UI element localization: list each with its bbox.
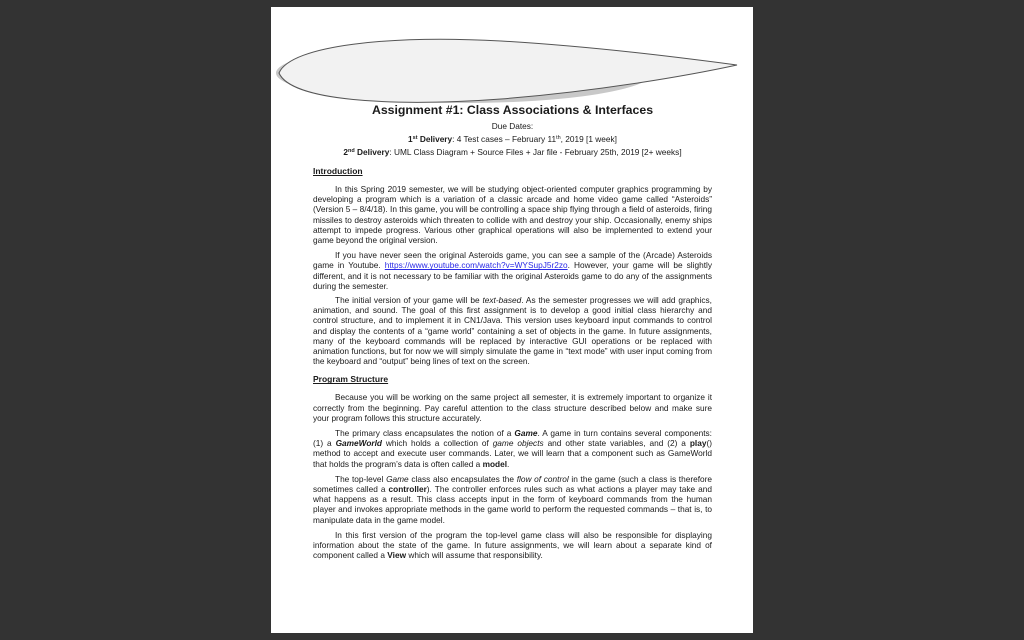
document-content xyxy=(313,103,712,561)
second-delivery xyxy=(313,145,712,158)
structure-p3-controller: controller xyxy=(388,484,427,495)
second-delivery-suffix: nd xyxy=(348,148,355,154)
intro-p3-a: The initial version of your game will be xyxy=(335,295,483,306)
structure-p3-game: Game xyxy=(386,473,409,484)
redaction-shape xyxy=(271,7,753,117)
first-delivery-date-suffix: th xyxy=(556,135,561,141)
structure-p2-play: play xyxy=(689,438,707,449)
structure-p2-b: . A game in turn contains several components: (1) a xyxy=(313,428,712,449)
structure-p3-flow: flow of control xyxy=(516,473,569,484)
intro-paragraph-2 xyxy=(313,250,712,291)
first-delivery-number: 1 xyxy=(408,134,413,144)
structure-p3-d: ). The controller enforces rules such as what actions a player may take and what happens as a result. This class accepts input in the form of keyboard commands from the human player and invokes appropriate methods in the game world to perform the requested commands – that is, to manipulate data in the game model. xyxy=(313,484,712,525)
structure-paragraph-3 xyxy=(313,474,712,525)
intro-paragraph-1: In this Spring 2019 semester, we will be studying object-oriented computer graphics programming by developing a program which is a variation of a classic arcade and home video game called “Asteroids” (Version 5 – 8/4/18). In this game, you will be controlling a space ship flying through a field of asteroids, firing missiles to destroy asteroids which threaten to collide with and destroy your ship. Occasionally, enemy ships attempt to impede progress. Various other graphical operations will also be implemented to extend your game beyond the original version. xyxy=(313,184,712,246)
structure-p2-a: The primary class encapsulates the notion of a xyxy=(335,428,515,439)
structure-p2-game: Game xyxy=(514,428,538,439)
structure-p2-c: which holds a collection of xyxy=(382,438,493,449)
first-delivery-text: : 4 Test cases – February 11 xyxy=(452,134,557,144)
structure-paragraph-2 xyxy=(313,428,712,469)
structure-p4-view: View xyxy=(387,550,407,561)
first-delivery xyxy=(313,132,712,145)
second-delivery-text: : UML Class Diagram + Source Files + Jar file - February 25th, 2019 [2+ weeks] xyxy=(389,147,682,157)
due-dates-label: Due Dates: xyxy=(491,121,534,131)
second-delivery-number: 2 xyxy=(343,147,348,157)
program-structure-heading: Program Structure xyxy=(313,374,389,385)
structure-paragraph-1: Because you will be working on the same project all semester, it is extremely important to organize it correctly from the beginning. Pay careful attention to the class structure described below and make sure your program follows this structure accurately. xyxy=(313,392,712,423)
intro-p2-before: If you have never seen the original Asteroids game, you can see a sample of the (Arcade) Asteroids game in Youtube. xyxy=(313,250,712,271)
intro-paragraph-3 xyxy=(313,295,712,366)
intro-p3-b: . As the semester progresses we will add graphics, animation, and sound. The goal of this first assignment is to develop a good initial class hierarchy and control structure, and to implement it in CN1/Java. This version uses keyboard input commands to control and display the contents of a “game world” containing a set of objects in the game. In future assignments, many of the keyboard commands will be replaced by interactive GUI operations or be replaced with animation functions, but for now we will simply simulate the game in “text mode” with user input coming from the keyboard and “output” being lines of text on the screen. xyxy=(313,295,712,367)
structure-paragraph-4 xyxy=(313,530,712,561)
introduction-heading: Introduction xyxy=(313,166,363,176)
structure-p4-b: which will assume that responsibility. xyxy=(406,550,543,561)
structure-p3-c: in the game (such a class is therefore sometimes called a xyxy=(313,473,713,495)
structure-p2-model: model xyxy=(482,458,508,469)
assignment-title: Assignment #1: Class Associations & Interfaces xyxy=(371,103,654,117)
document-page xyxy=(271,7,753,633)
structure-p2-objects: game objects xyxy=(492,438,544,449)
second-delivery-label: Delivery xyxy=(357,147,390,157)
structure-p4-a: In this first version of the program the top-level game class will also be responsible for displaying information about the state of the game. In future assignments, we will learn about a separate kind of component called a xyxy=(313,529,712,561)
youtube-link[interactable]: https://www.youtube.com/watch?v=WYSupJ5r2zo xyxy=(384,260,568,271)
structure-p3-b: class also encapsulates the xyxy=(408,473,517,484)
first-delivery-label: Delivery xyxy=(419,134,453,144)
intro-p3-italic: text-based xyxy=(482,295,522,306)
first-delivery-rest: , 2019 [1 week] xyxy=(560,134,617,144)
structure-p2-f: . xyxy=(507,458,510,469)
first-delivery-suffix: st xyxy=(412,135,418,141)
intro-p2-after: . However, your game will be slightly different, and it is not necessary to be familiar with the original Asteroids game to do any of the assignments during the semester. xyxy=(313,260,712,291)
structure-p2-gameworld: GameWorld xyxy=(335,438,383,449)
structure-p2-d: and other state variables, and (2) a xyxy=(543,438,690,449)
structure-p3-a: The top-level xyxy=(335,473,387,484)
structure-p2-e: () method to accept and execute user commands. Later, we will learn that a component such as GameWorld that holds the program’s data is often called a xyxy=(313,438,712,469)
